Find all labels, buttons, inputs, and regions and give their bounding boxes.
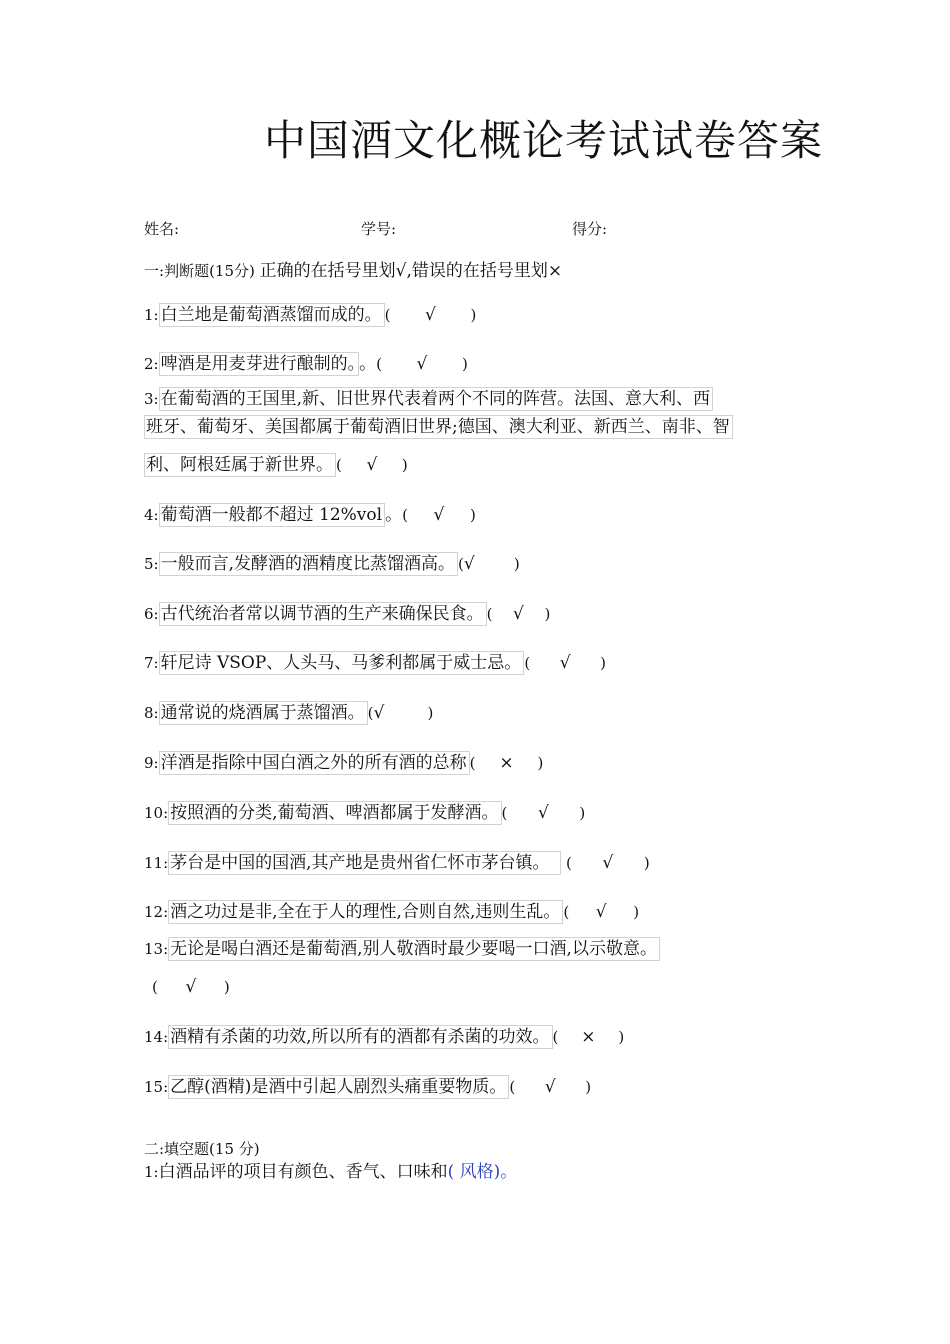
paren-open: (: [458, 555, 464, 573]
question-9: [144, 750, 543, 776]
question-number: 1:: [144, 1163, 159, 1181]
question-text-line-2: 班牙、葡萄牙、美国都属于葡萄酒旧世界;德国、澳大利亚、新西兰、南非、智: [144, 415, 733, 439]
section-2-heading: 二:填空题(15 分): [144, 1140, 260, 1158]
question-number: 11:: [144, 854, 169, 872]
paren-open: (: [152, 978, 158, 996]
question-text: 洋酒是指除中国白酒之外的所有酒的总称: [159, 751, 470, 775]
question-13: [144, 936, 660, 962]
question-11: [144, 850, 650, 876]
question-number: 5:: [144, 555, 159, 573]
question-text-line-3: 利、阿根廷属于新世界。: [144, 453, 336, 477]
question-text: 白兰地是葡萄酒蒸馏而成的。: [159, 303, 385, 327]
question-suffix: 。: [359, 354, 377, 374]
question-text: 酒精有杀菌的功效,所以所有的酒都有杀菌的功效。: [168, 1025, 552, 1049]
paren-close: ): [427, 704, 434, 722]
paren-open: (: [565, 854, 572, 872]
question-12: [144, 899, 639, 925]
question-text-line-1: 在葡萄酒的王国里,新、旧世界代表着两个不同的阵营。法国、意大利、西: [159, 387, 713, 411]
paren-open: (: [402, 506, 408, 524]
answer-mark: √: [544, 1077, 556, 1097]
answer-mark: √: [373, 703, 385, 723]
question-3: [144, 385, 809, 479]
answer-mark: √: [602, 853, 614, 873]
question-text: 葡萄酒一般都不超过 12%vol: [159, 503, 385, 527]
question-number: 6:: [144, 605, 159, 623]
question-text: 一般而言,发酵酒的酒精度比蒸馏酒高。: [159, 552, 458, 576]
question-text: 乙醇(酒精)是酒中引起人剧烈头痛重要物质。: [168, 1075, 509, 1099]
paren-open: (: [552, 1028, 559, 1046]
page-title: 中国酒文化概论考试试卷答案: [264, 116, 824, 165]
paren-close: ): [544, 605, 551, 623]
question-2: [144, 351, 468, 377]
paren-close: ): [401, 456, 408, 474]
answer-mark: √: [463, 554, 475, 574]
paren-close: ): [513, 555, 520, 573]
question-number: 15:: [144, 1078, 169, 1096]
answer-mark: √: [559, 653, 571, 673]
paren-open: (: [509, 1078, 516, 1096]
answer-mark: √: [433, 505, 445, 525]
paren-close: ): [600, 654, 607, 672]
paren-close: ): [461, 355, 468, 373]
question-number: 8:: [144, 704, 159, 722]
fill-question-1: [144, 1159, 517, 1185]
question-text: 茅台是中国的国酒,其产地是贵州省仁怀市茅台镇。: [168, 851, 560, 875]
answer-mark: √: [425, 305, 436, 325]
paren-open: (: [469, 754, 476, 772]
question-text: 通常说的烧酒属于蒸馏酒。: [159, 701, 368, 725]
section-1-heading: [144, 256, 562, 281]
question-number: 1:: [144, 306, 159, 324]
question-text: 无论是喝白酒还是葡萄酒,别人敬酒时最少要喝一口酒,以示敬意。: [168, 937, 660, 961]
answer-mark: ×: [581, 1027, 596, 1047]
section-1-instruction: 正确的在括号里划√,错误的在括号里划×: [259, 261, 563, 281]
paren-close: )。: [493, 1162, 518, 1182]
question-suffix: 。: [385, 505, 403, 525]
paren-close: ): [633, 903, 640, 921]
question-text: 按照酒的分类,葡萄酒、啤酒都属于发酵酒。: [168, 801, 501, 825]
question-text: 古代统治者常以调节酒的生产来确保民食。: [159, 602, 487, 626]
question-7: [144, 650, 606, 676]
question-text: 轩尼诗 VSOP、人头马、马爹利都属于威士忌。: [159, 651, 525, 675]
question-13-answer: [152, 974, 230, 1000]
fill-answer: 风格: [459, 1162, 494, 1182]
student-id-label: 学号:: [361, 220, 397, 238]
paren-close: ): [579, 804, 586, 822]
question-number: 14:: [144, 1028, 169, 1046]
question-text: 酒之功过是非,全在于人的理性,合则自然,违则生乱。: [168, 900, 563, 924]
question-text: 啤酒是用麦芽进行酿制的。: [159, 352, 360, 376]
answer-mark: √: [416, 354, 428, 374]
paren-close: ): [537, 754, 544, 772]
paren-close: ): [643, 854, 650, 872]
question-1: [144, 302, 476, 328]
question-number: 12:: [144, 903, 169, 921]
paren-open: (: [376, 355, 382, 373]
paren-open: (: [563, 903, 570, 921]
paren-close: ): [585, 1078, 592, 1096]
question-number: 10:: [144, 804, 169, 822]
question-number: 7:: [144, 654, 159, 672]
question-number: 4:: [144, 506, 159, 524]
paren-open: (: [501, 804, 508, 822]
answer-mark: ×: [499, 753, 514, 773]
paren-close: ): [469, 506, 476, 524]
paren-open: (: [336, 456, 342, 474]
section-1-label: 判断题(15分): [164, 262, 255, 280]
answer-mark: √: [537, 803, 549, 823]
score-label: 得分:: [572, 220, 608, 238]
paren-close: ): [618, 1028, 625, 1046]
section-1-prefix: 一:: [144, 262, 165, 280]
question-number: 2:: [144, 355, 159, 373]
answer-mark: √: [185, 977, 197, 997]
paren-close: ): [223, 978, 230, 996]
paren-open: (: [447, 1162, 455, 1182]
question-4: [144, 502, 476, 528]
question-8: [144, 700, 433, 726]
question-number: 3:: [144, 390, 159, 408]
question-5: [144, 551, 520, 577]
answer-mark: √: [595, 902, 607, 922]
question-14: [144, 1024, 624, 1050]
paren-open: (: [367, 704, 374, 722]
paren-open: (: [524, 654, 531, 672]
question-number: 9:: [144, 754, 159, 772]
paren-close: ): [470, 306, 477, 324]
paren-open: (: [486, 605, 493, 623]
question-10: [144, 800, 585, 826]
answer-mark: √: [366, 455, 378, 475]
name-label: 姓名:: [144, 220, 180, 238]
question-text: 白酒品评的项目有颜色、香气、口味和: [158, 1162, 448, 1182]
paren-open: (: [384, 306, 391, 324]
question-15: [144, 1074, 591, 1100]
answer-mark: √: [513, 604, 524, 624]
question-number: 13:: [144, 940, 169, 958]
question-6: [144, 601, 550, 627]
